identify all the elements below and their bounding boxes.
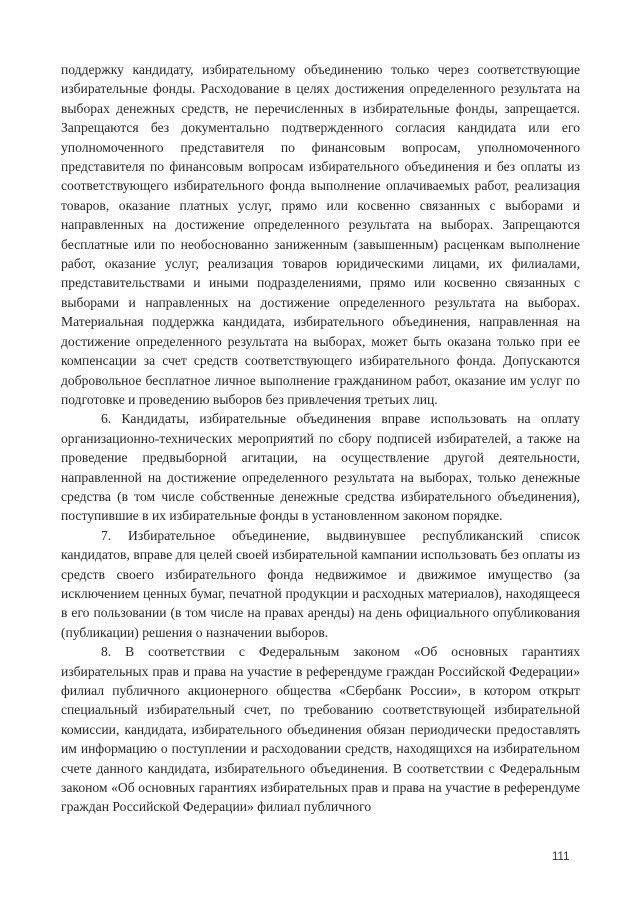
paragraph-continuation: поддержку кандидату, избирательному объединению только через соответствующие избирательные фонды. Расходование в целях достижения определенного результата на выборах денежных средств, не перечисленных в избирательные фонды, запрещается. Запрещаются без документально подтвержденного согласия кандидата или его уполномоченного представителя по финансовым вопросам, уполномоченного представителя по финансовым вопросам избирательного объединения и без оплаты из соответствующего избирательного фонда выполнение оплачиваемых работ, реализация товаров, оказание платных услуг, прямо или косвенно связанных с выборами и направленных на достижение определенного результата на выборах. Запрещаются бесплатные или по необоснованно заниженным (завышенным) расценкам выполнение работ, оказание услуг, реализация товаров юридическими лицами, их филиалами, представительствами и иными подразделениями, прямо или косвенно связанных с выборами и направленных на достижение определенного результата на выборах. Материальная поддержка кандидата, избирательного объединения, направленная на достижение определенного результата на выборах, может быть оказана только при ее компенсации за счет средств соответствующего избирательного фонда. Допускаются добровольное бесплатное личное выполнение гражданином работ, оказание им услуг по подготовке и проведению выборов без привлечения третьих лиц. [61,62,580,407]
paragraph-item-6: 6. Кандидаты, избирательные объединения вправе использовать на оплату организационно-технических мероприятий по сбору подписей избирателей, а также на проведение предвыборной агитации, на осуществление другой деятельности, направленной на достижение определенного результата на выборах, только денежные средства (в том числе собственные денежные средства избирательного объединения), поступившие в их избирательные фонды в установленном законом порядке. [61,411,580,524]
paragraph-item-7: 7. Избирательное объединение, выдвинувшее республиканский список кандидатов, вправе для целей своей избирательной кампании использовать без оплаты из средств своего избирательного фонда недвижимое и движимое имущество (за исключением ценных бумаг, печатной продукции и расходных материалов), находящееся в его пользовании (в том числе на правах аренды) на день официального опубликования (публикации) решения о назначении выборов. [61,527,580,640]
document-body [61,60,580,817]
page-number: 111 [552,851,570,863]
paragraph-item-8: 8. В соответствии с Федеральным законом «Об основных гарантиях избирательных прав и права на участие в референдуме граждан Российской Федерации» филиал публичного акционерного общества «Сбербанк России», в котором открыт специальный избирательный счет, по требованию соответствующей избирательной комиссии, кандидата, избирательного объединения обязан периодически предоставлять им информацию о поступлении и расходовании средств, находящихся на избирательном счете данного кандидата, избирательного объединения. В соответствии с Федеральным законом «Об основных гарантиях избирательных прав и права на участие в референдуме граждан Российской Федерации» филиал публичного [61,644,580,815]
